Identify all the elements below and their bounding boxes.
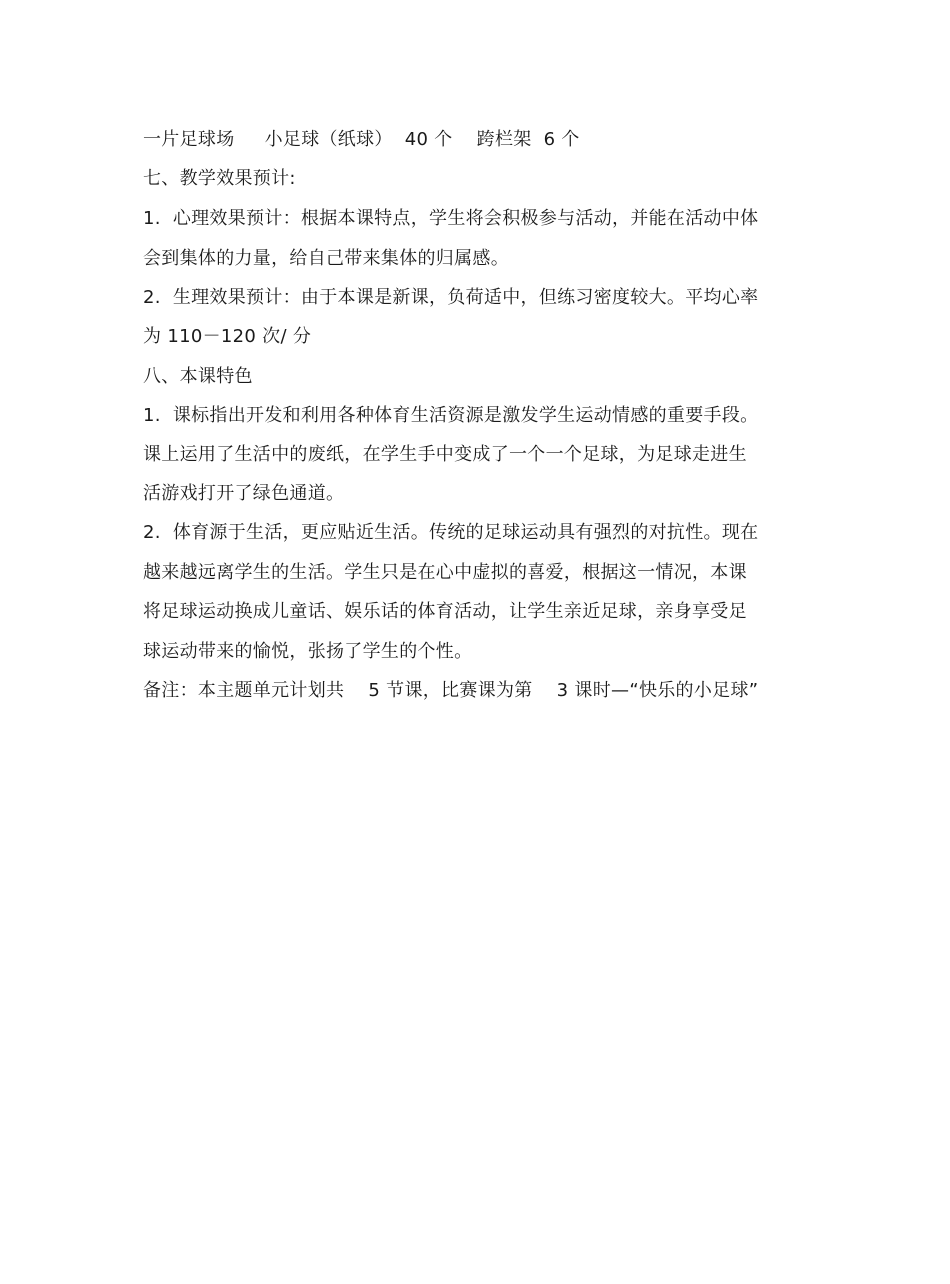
physiological-effect-line-1: 2. 生理效果预计：由于本课是新课，负荷适中，但练习密度较大。平均心率 bbox=[143, 287, 759, 308]
equipment-line: 一片足球场 小足球（纸球） 40 个 跨栏架 6 个 bbox=[143, 129, 580, 150]
remark-line: 备注：本主题单元计划共 5 节课，比赛课为第 3 课时—“快乐的小足球” bbox=[143, 680, 759, 701]
feature-one-line-2: 课上运用了生活中的废纸，在学生手中变成了一个一个足球，为足球走进生 bbox=[143, 444, 747, 465]
section-seven-heading: 七、教学效果预计: bbox=[143, 168, 296, 189]
feature-two-line-1: 2. 体育源于生活，更应贴近生活。传统的足球运动具有强烈的对抗性。现在 bbox=[143, 522, 759, 543]
psychological-effect-line-2: 会到集体的力量，给自己带来集体的归属感。 bbox=[143, 248, 509, 269]
feature-one-line-3: 活游戏打开了绿色通道。 bbox=[143, 483, 345, 504]
section-eight-heading: 八、本课特色 bbox=[143, 366, 253, 387]
physiological-effect-line-2: 为 110－120 次/ 分 bbox=[143, 326, 312, 347]
feature-one-line-1: 1. 课标指出开发和利用各种体育生活资源是激发学生运动情感的重要手段。 bbox=[143, 405, 759, 426]
feature-two-line-2: 越来越远离学生的生活。学生只是在心中虚拟的喜爱，根据这一情况，本课 bbox=[143, 562, 747, 583]
psychological-effect-line-1: 1. 心理效果预计：根据本课特点，学生将会积极参与活动，并能在活动中体 bbox=[143, 208, 759, 229]
feature-two-line-4: 球运动带来的愉悦，张扬了学生的个性。 bbox=[143, 641, 473, 662]
feature-two-line-3: 将足球运动换成儿童话、娱乐话的体育活动，让学生亲近足球，亲身享受足 bbox=[143, 601, 747, 622]
